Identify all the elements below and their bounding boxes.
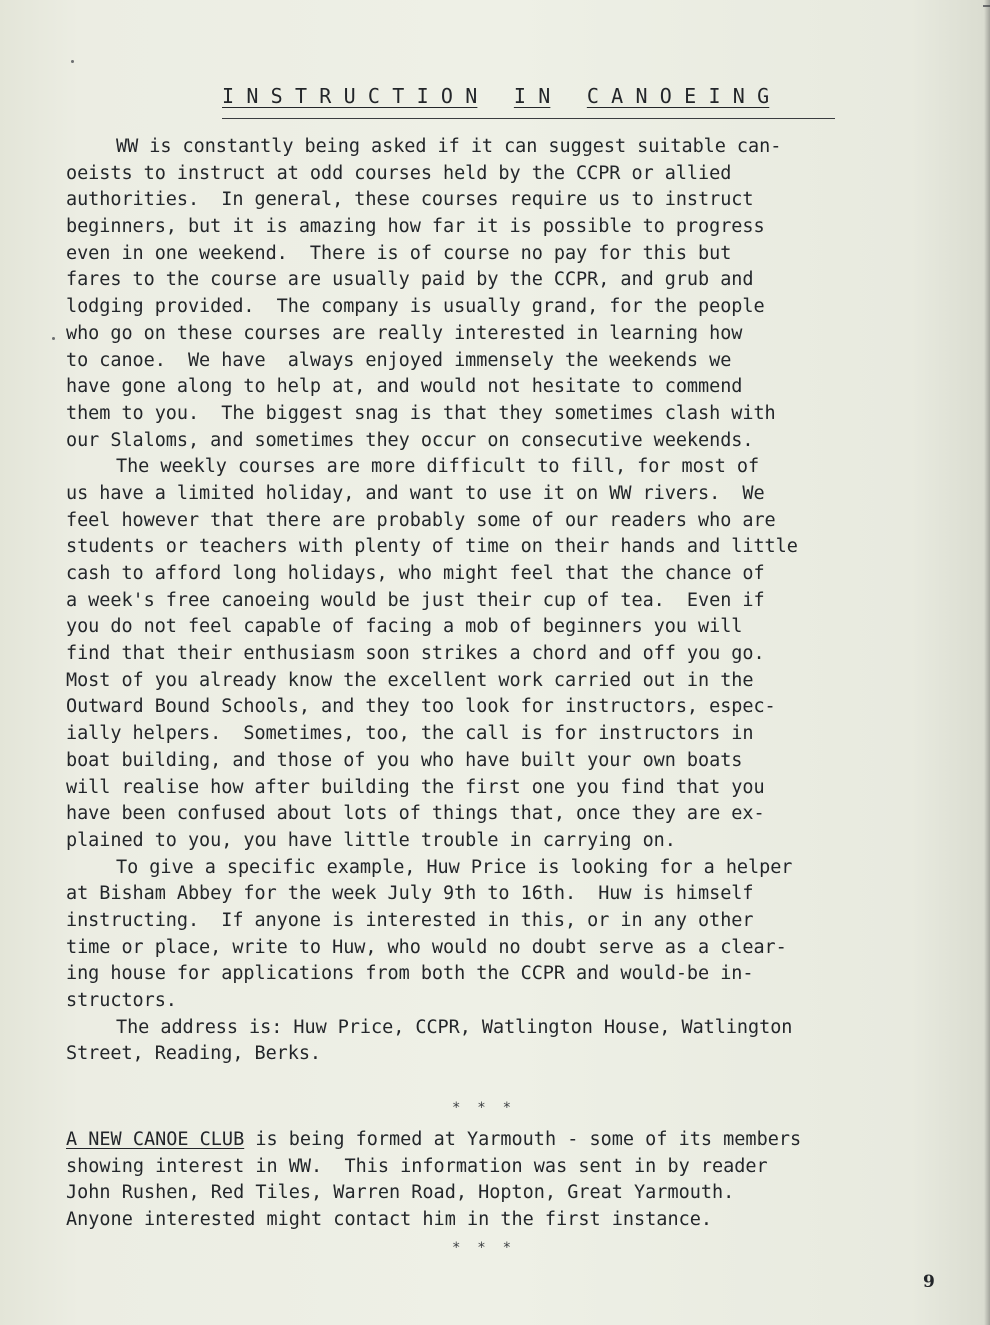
notice-first-line-rest: is being formed at Yarmouth - some of its members	[244, 1129, 802, 1150]
title-word-in: I N	[513, 84, 551, 108]
article-line: at Bisham Abbey for the week July 9th to 16th. Huw is himself	[66, 883, 754, 905]
article-line: instructing. If anyone is interested in this, or in any other	[66, 909, 754, 931]
article-line: ially helpers. Sometimes, too, the call is for instructors in	[66, 723, 754, 745]
article-line: us have a limited holiday, and want to use it on WW rivers. We	[66, 482, 765, 504]
article-line: Most of you already know the excellent work carried out in the	[66, 669, 754, 691]
article-line: have gone along to help at, and would not hesitate to commend	[66, 376, 743, 398]
article-line: Street, Reading, Berks.	[66, 1043, 322, 1065]
article-line: plained to you, you have little trouble in carrying on.	[66, 829, 676, 851]
notice-headline: A NEW CANOE CLUB	[66, 1129, 245, 1150]
article-line: have been confused about lots of things that, once they are ex-	[66, 803, 765, 825]
article-line: The weekly courses are more difficult to fill, for most of	[116, 456, 760, 478]
article-line: our Slaloms, and sometimes they occur on consecutive weekends.	[66, 429, 754, 451]
title-word-canoeing: C A N O E I N G	[586, 84, 770, 108]
article-line: structors.	[66, 990, 177, 1011]
article-line: cash to afford long holidays, who might feel that the chance of	[66, 563, 765, 584]
notice-line: John Rushen, Red Tiles, Warren Road, Hopton, Great Yarmouth.	[66, 1182, 735, 1204]
article-line: a week's free canoeing would be just their cup of tea. Even if	[66, 589, 765, 611]
notice-first-line	[66, 1127, 966, 1154]
article-line: ing house for applications from both the CCPR and would-be in-	[66, 963, 754, 985]
title-word-instruction: I N S T R U C T I O N	[222, 84, 478, 108]
article-line: you do not feel capable of facing a mob of beginners you will	[66, 616, 743, 638]
article-line: The address is: Huw Price, CCPR, Watlington House, Watlington	[116, 1016, 793, 1038]
article-line: boat building, and those of you who have built your own boats	[66, 749, 743, 771]
article-line: authorities. In general, these courses require us to instruct	[66, 189, 754, 211]
section-separator: * * *	[452, 1100, 512, 1116]
article-line: feel however that there are probably some of our readers who are	[66, 509, 776, 531]
article-line: WW is constantly being asked if it can suggest suitable can-	[116, 136, 782, 157]
article-line: To give a specific example, Huw Price is looking for a helper	[116, 856, 793, 878]
paper-speck	[71, 60, 74, 63]
article-line: who go on these courses are really interested in learning how	[66, 322, 743, 344]
notice-line: Anyone interested might contact him in the first instance.	[66, 1209, 713, 1231]
article-line: students or teachers with plenty of time on their hands and little	[66, 536, 798, 558]
article-line: fares to the course are usually paid by the CCPR, and grub and	[66, 269, 754, 291]
article-line: even in one weekend. There is of course no pay for this but	[66, 242, 732, 264]
article-title	[222, 82, 769, 110]
article-line: to canoe. We have always enjoyed immensely the weekends we	[66, 349, 732, 371]
article-line: oeists to instruct at odd courses held by the CCPR or allied	[66, 162, 732, 184]
page-edge-shadow	[984, 0, 990, 1325]
article-line: lodging provided. The company is usually grand, for the people	[66, 296, 765, 318]
article-line: time or place, write to Huw, who would no doubt serve as a clear-	[66, 936, 787, 958]
article-line: find that their enthusiasm soon strikes a chord and off you go.	[66, 643, 765, 665]
article-line: beginners, but it is amazing how far it is possible to progress	[66, 216, 765, 238]
notice-line: showing interest in WW. This information was sent in by reader	[66, 1155, 768, 1177]
article-line: them to you. The biggest snag is that they sometimes clash with	[66, 402, 776, 424]
paper-speck	[52, 337, 55, 340]
notice-paragraph	[66, 1127, 966, 1234]
title-underline	[222, 118, 835, 119]
page-number: 9	[923, 1272, 935, 1292]
article-line: Outward Bound Schools, and they too look for instructors, espec-	[66, 696, 776, 718]
section-separator: * * *	[452, 1240, 512, 1256]
article-line: will realise how after building the first one you find that you	[66, 776, 765, 798]
article-body	[66, 134, 966, 1068]
